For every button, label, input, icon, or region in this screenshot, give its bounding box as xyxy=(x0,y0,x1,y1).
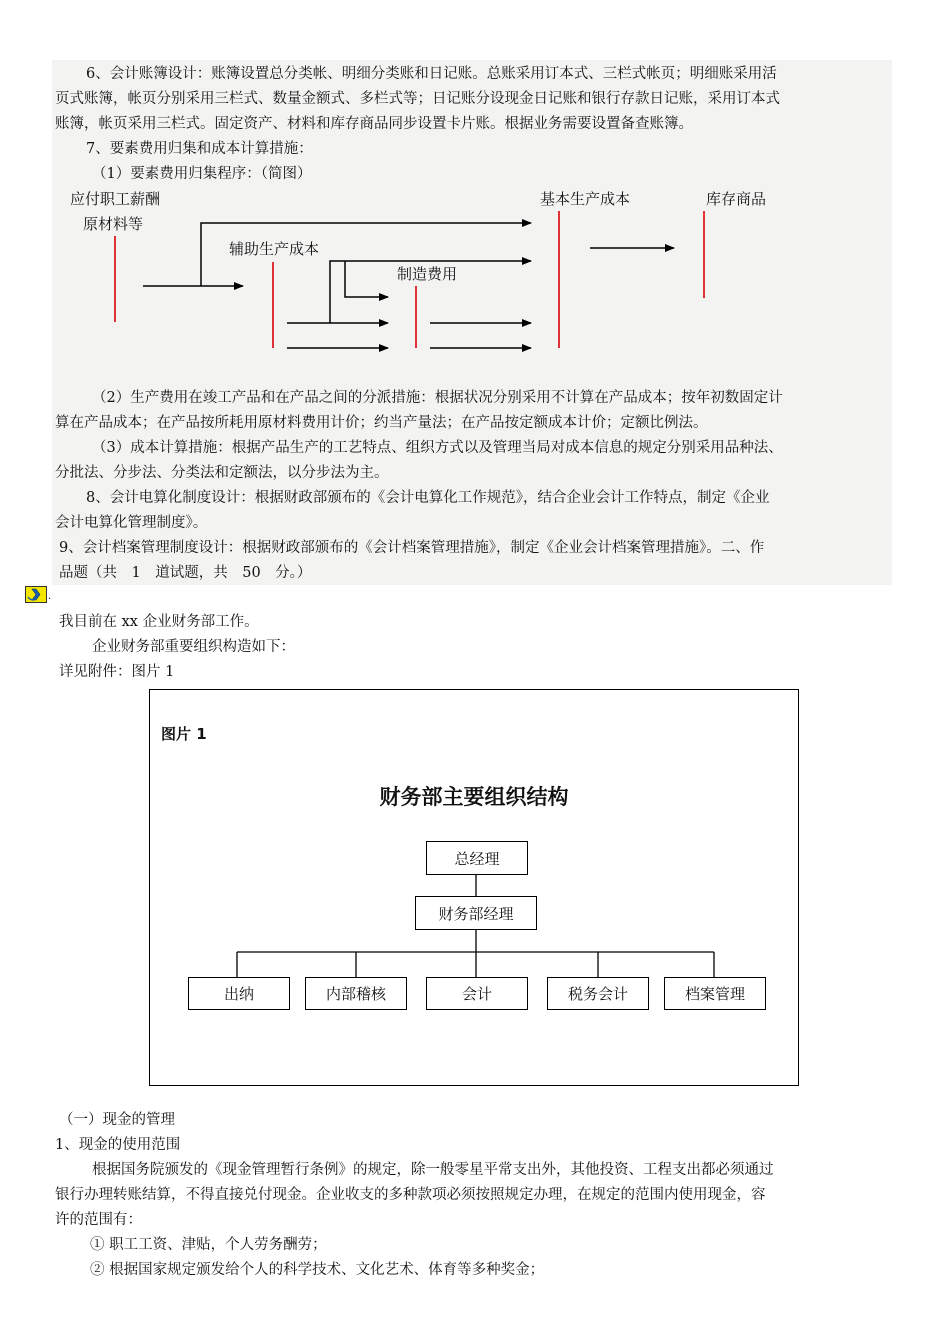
section6-line3: 账簿，帐页采用三栏式。固定资产、材料和库存商品同步设置卡片账。根据业务需要设置备查账簿。 xyxy=(55,116,693,132)
section7-sub3-line2: 分批法、分步法、分类法和定额法，以分步法为主。 xyxy=(55,465,389,481)
org-chart-tag: 图片 1 xyxy=(161,725,207,743)
flow-basic-cost-label: 基本生产成本 xyxy=(540,190,631,208)
flow-inventory-label: 库存商品 xyxy=(706,190,767,208)
org-box-accounting: 会计 xyxy=(426,977,528,1010)
section7-sub2-line1: （2）生产费用在竣工产品和在产品之间的分派措施：根据状况分别采用不计算在产品成本；按年初数固定计 xyxy=(92,390,783,406)
section8-line2: 会计电算化管理制度》。 xyxy=(55,515,208,531)
section8-line1: 8、会计电算化制度设计：根据财政部颁布的《会计电算化工作规范》，结合企业会计工作特点，制定《企业 xyxy=(86,490,770,506)
cash-item1: ① 职工工资、津贴，个人劳务酬劳； xyxy=(90,1237,327,1253)
section9-line2: 品题（共 1 道试题，共 50 分。） xyxy=(59,565,312,581)
intro-line1: 我目前在 xx 企业财务部工作。 xyxy=(59,614,259,630)
flow-materials-label: 原材料等 xyxy=(83,215,144,233)
intro-line3: 详见附件：图片 1 xyxy=(59,664,175,680)
section7-sub1: （1）要素费用归集程序：（简图） xyxy=(92,166,312,182)
org-box-finance-manager: 财务部经理 xyxy=(415,896,537,930)
flow-salary-label: 应付职工薪酬 xyxy=(70,190,161,208)
section6-line2: 页式账簿，帐页分别采用三栏式、数量金额式、多栏式等；日记账分设现金日记账和银行存款日记账，采用订本式 xyxy=(55,91,780,107)
section7-heading: 7、要素费用归集和成本计算措施： xyxy=(86,141,313,157)
section9-line1: 9、会计档案管理制度设计：根据财政部颁布的《会计档案管理措施》，制定《企业会计档案管理措施》。二、作 xyxy=(59,540,765,556)
flow-overhead-label: 制造费用 xyxy=(397,265,458,283)
section7-sub3-line1: （3）成本计算措施：根据产品生产的工艺特点、组织方式以及管理当局对成本信息的规定分别采用品种法、 xyxy=(92,440,783,456)
cash-p1-line1: 根据国务院颁发的《现金管理暂行条例》的规定，除一般零星平常支出外，其他投资、工程支出都必须通过 xyxy=(92,1162,774,1178)
cash-heading: （一）现金的管理 xyxy=(59,1112,175,1128)
org-box-archive: 档案管理 xyxy=(664,977,766,1010)
cash-p1-line2: 银行办理转账结算，不得直接兑付现金。企业收支的多种款项必须按照规定办理，在规定的范围内使用现金，容 xyxy=(55,1187,766,1203)
org-box-cashier: 出纳 xyxy=(188,977,290,1010)
intro-line2: 企业财务部重要组织构造如下： xyxy=(92,639,295,655)
section7-sub2-line2: 算在产品成本；在产品按所耗用原材料费用计价；约当产量法；在产品按定额成本计价；定额比例法。 xyxy=(55,415,708,431)
org-box-tax-accounting: 税务会计 xyxy=(547,977,649,1010)
cash-item2: ② 根据国家规定颁发给个人的科学技术、文化艺术、体育等多种奖金； xyxy=(90,1262,545,1278)
org-chart-title: 财务部主要组织结构 xyxy=(379,785,569,809)
cash-sub1: 1、现金的使用范围 xyxy=(55,1137,181,1153)
org-box-ceo: 总经理 xyxy=(426,841,528,875)
icon-dot: . xyxy=(48,591,52,602)
flow-aux-cost-label: 辅助生产成本 xyxy=(229,240,320,258)
section6-line1: 6、会计账簿设计：账簿设置总分类帐、明细分类账和日记账。总账采用订本式、三栏式帐页；明细账采用活 xyxy=(86,66,777,82)
org-box-internal-audit: 内部稽核 xyxy=(305,977,407,1010)
cash-p1-line3: 许的范围有： xyxy=(55,1212,142,1228)
